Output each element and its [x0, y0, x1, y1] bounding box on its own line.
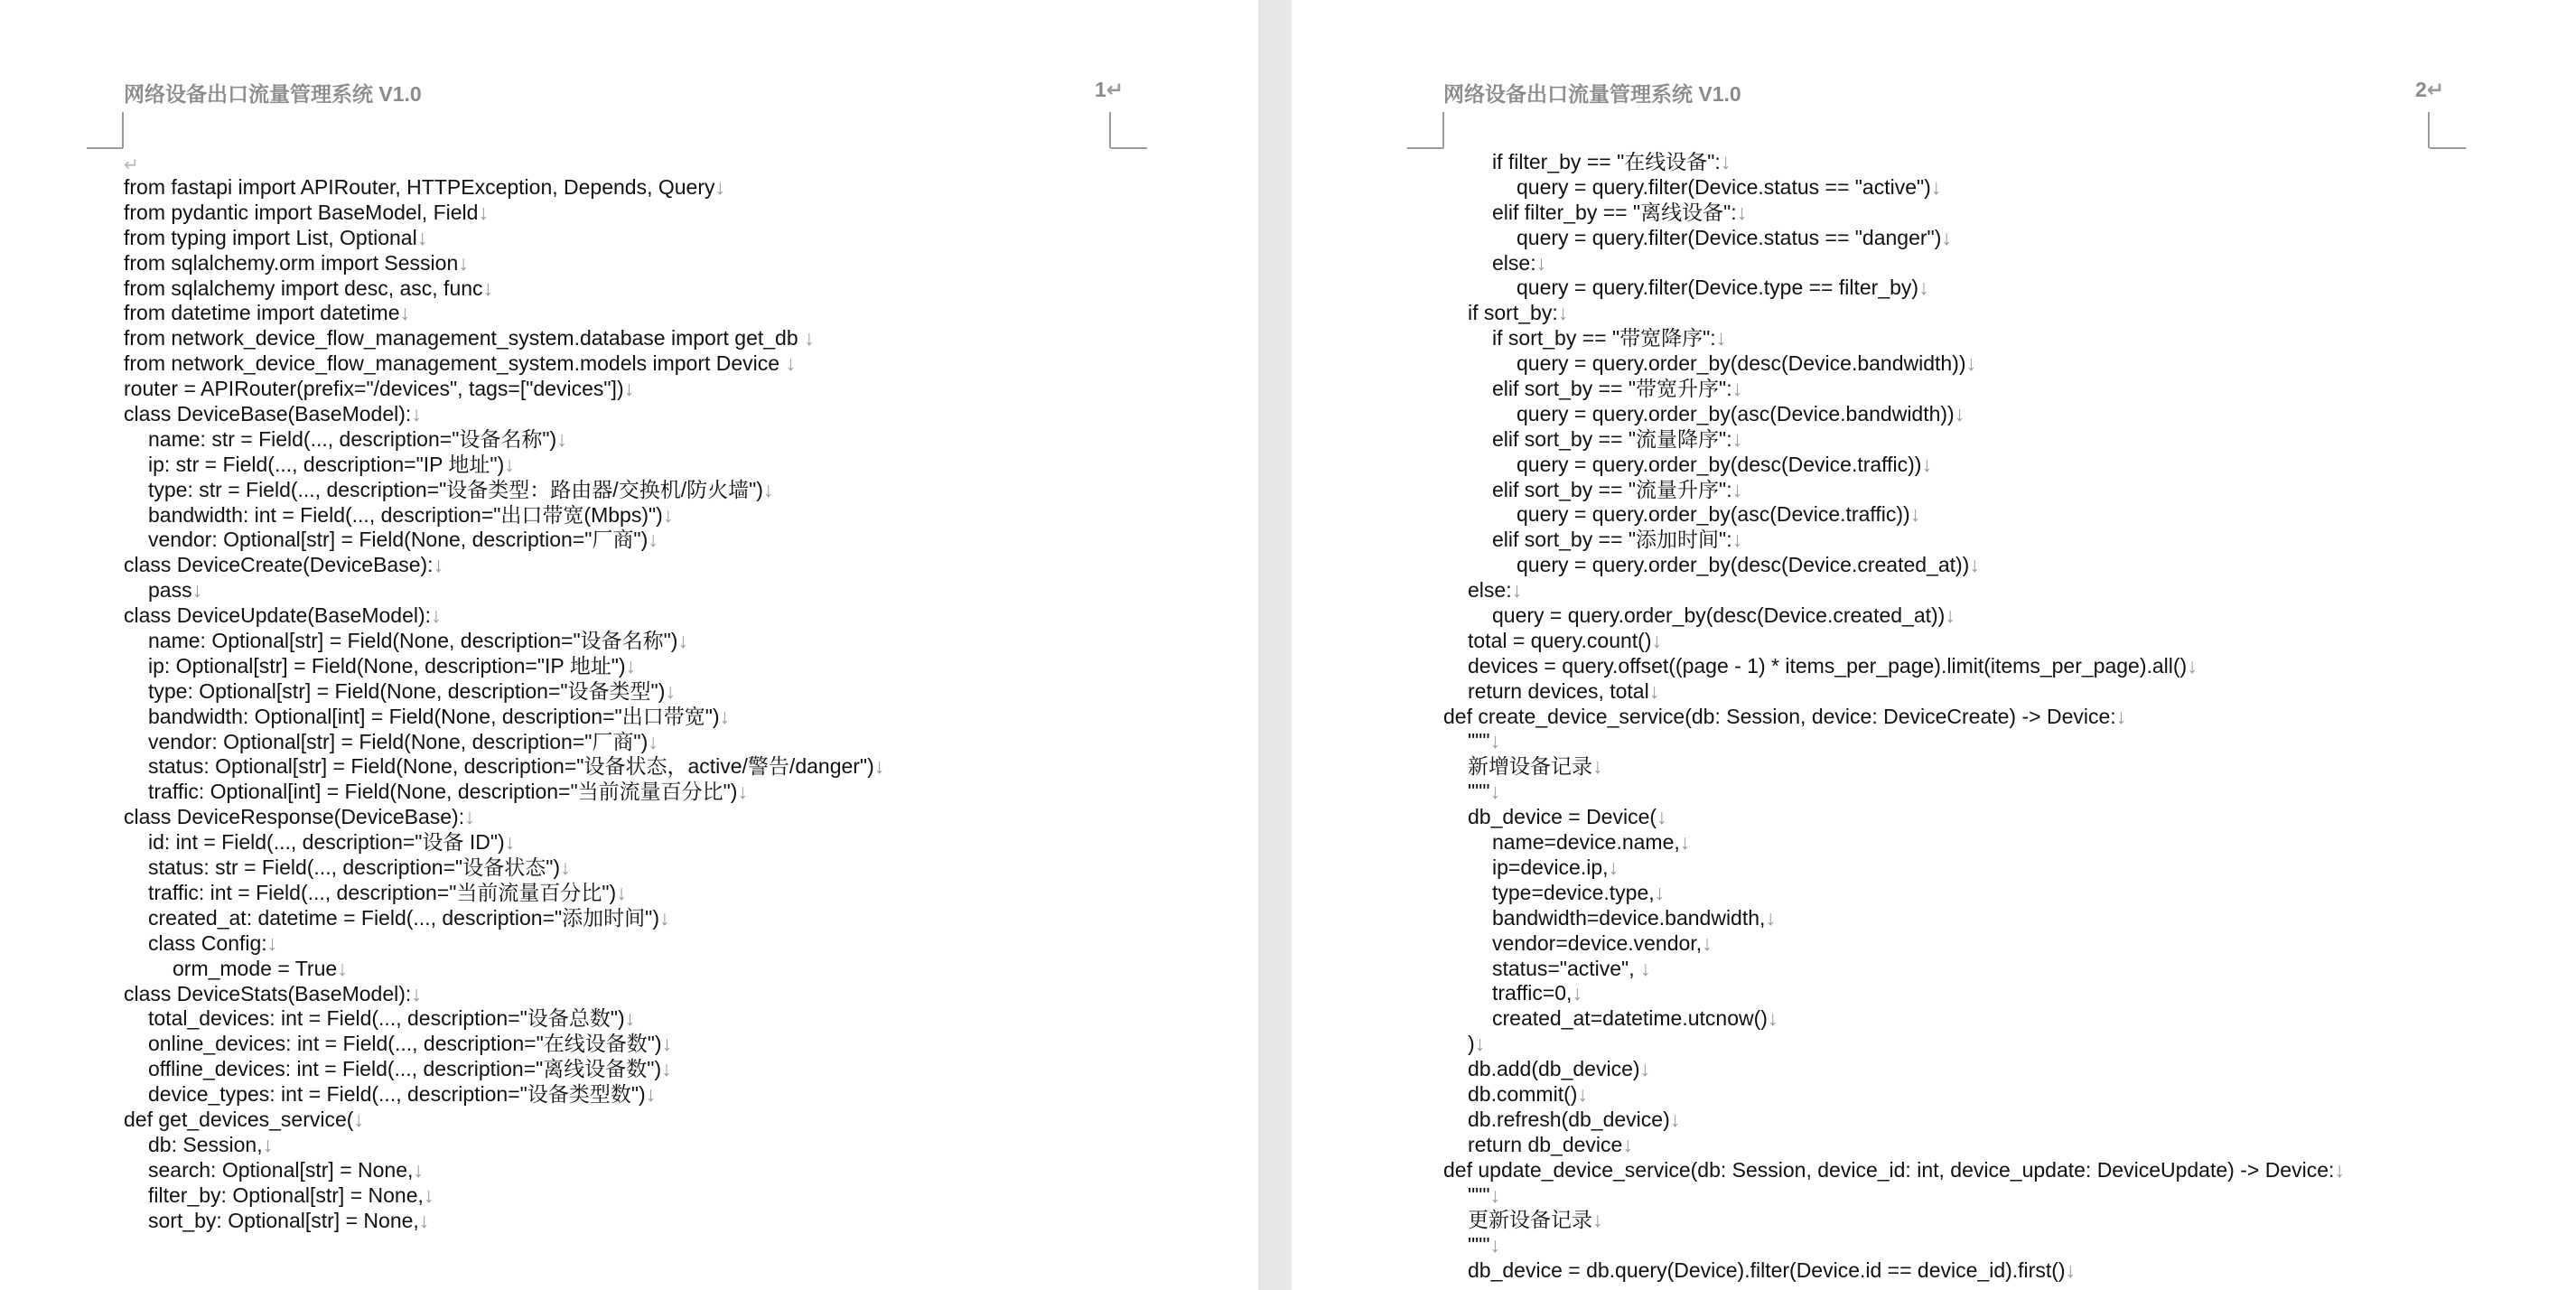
code-line-text: """	[1468, 780, 1490, 804]
code-line-text: db: Session,	[148, 1132, 263, 1156]
code-line	[1443, 427, 2345, 453]
line-break-mark-icon: ↓	[2065, 1258, 2077, 1283]
line-break-mark-icon: ↓	[661, 1032, 673, 1056]
line-break-mark-icon: ↓	[1648, 678, 1660, 703]
line-break-mark-icon: ↓	[1489, 780, 1500, 804]
line-break-mark-icon: ↓	[804, 326, 815, 351]
code-line	[1443, 705, 2345, 730]
line-break-mark-icon: ↓	[1608, 855, 1619, 879]
code-line-text: traffic: int = Field(..., description="当前流量百分比")	[148, 880, 617, 904]
line-break-mark-icon: ↓	[1535, 250, 1547, 275]
line-break-mark-icon: ↓	[458, 250, 469, 275]
code-line	[1443, 478, 2345, 503]
code-line	[1443, 150, 2345, 175]
code-line-text: vendor=device.vendor,	[1492, 930, 1703, 955]
page-number-value: 1	[1095, 78, 1106, 101]
code-line	[1443, 553, 2345, 578]
code-line-text: query = query.filter(Device.status == "active")	[1517, 174, 1931, 199]
code-line-text: elif filter_by == "离线设备":	[1492, 200, 1737, 224]
code-block-page-2	[1443, 150, 2345, 1284]
code-line	[124, 603, 884, 629]
line-break-mark-icon: ↓	[1918, 276, 1929, 300]
crop-mark-top-left	[122, 112, 124, 148]
code-line	[1443, 578, 2345, 603]
code-line-text: from pydantic import BaseModel, Field	[124, 200, 479, 224]
code-line	[1443, 629, 2345, 654]
code-line	[124, 226, 884, 251]
line-break-mark-icon: ↓	[1474, 1032, 1486, 1056]
code-line-text: db_device = Device(	[1468, 805, 1657, 829]
code-line	[124, 351, 884, 377]
code-line-text: if sort_by:	[1468, 301, 1558, 325]
crop-mark-top-left	[1407, 147, 1443, 149]
code-line-text: query = query.order_by(asc(Device.traffic))	[1517, 502, 1910, 527]
code-line	[1443, 603, 2345, 629]
document-page-1	[0, 0, 1258, 1290]
code-line-text: query = query.order_by(desc(Device.traffic))	[1517, 452, 1922, 476]
line-break-mark-icon: ↓	[399, 301, 411, 325]
code-line-text: from typing import List, Optional	[124, 225, 417, 249]
code-line-text: type=device.type,	[1492, 880, 1655, 904]
code-line	[124, 1006, 884, 1032]
crop-mark-top-right	[1109, 112, 1111, 148]
code-line	[1443, 1006, 2345, 1032]
code-line-text: query = query.order_by(asc(Device.bandwidth))	[1517, 401, 1955, 425]
code-line-text: from network_device_flow_management_system.database import get_db	[124, 326, 805, 351]
line-break-mark-icon: ↓	[1572, 981, 1582, 1005]
code-line	[1443, 1183, 2345, 1209]
line-break-mark-icon: ↓	[560, 855, 571, 880]
line-break-mark-icon: ↓	[1592, 1208, 1603, 1232]
code-line-text: class Config:	[148, 930, 267, 955]
crop-mark-top-right	[2430, 147, 2466, 149]
code-line	[1443, 351, 2345, 377]
code-line-text: if sort_by == "带宽降序":	[1492, 326, 1716, 351]
code-line-text: class DeviceStats(BaseModel):	[124, 981, 412, 1005]
code-line	[1443, 453, 2345, 478]
code-line	[124, 402, 884, 427]
line-break-mark-icon: ↓	[1969, 553, 1980, 577]
code-line-text: query = query.filter(Device.status == "danger")	[1517, 225, 1942, 249]
code-line	[1443, 830, 2345, 855]
line-break-mark-icon: ↓	[1640, 956, 1651, 980]
line-break-mark-icon: ↓	[423, 1182, 434, 1207]
code-line-text: online_devices: int = Field(..., description="在线设备数")	[148, 1032, 662, 1056]
line-break-mark-icon: ↓	[1731, 477, 1743, 501]
code-line	[124, 1158, 884, 1183]
code-line-text: """	[1468, 729, 1490, 753]
code-line-text: from sqlalchemy.orm import Session	[124, 250, 459, 275]
line-break-mark-icon: ↓	[737, 780, 748, 804]
code-line	[124, 503, 884, 528]
code-line	[1443, 780, 2345, 805]
line-break-mark-icon: ↓	[1592, 754, 1603, 779]
line-break-mark-icon: ↓	[1639, 1057, 1651, 1081]
line-break-mark-icon: ↓	[418, 1208, 430, 1232]
code-line-text: elif sort_by == "流量升序":	[1492, 477, 1732, 501]
code-line-text: total_devices: int = Field(..., description="设备总数")	[148, 1006, 625, 1031]
code-line	[1443, 855, 2345, 881]
code-line-text: def update_device_service(db: Session, device_id: int, device_update: DeviceUpdate) -> Device:	[1443, 1157, 2335, 1182]
code-line	[1443, 679, 2345, 705]
code-line	[1443, 1032, 2345, 1057]
code-line	[124, 982, 884, 1007]
line-break-mark-icon: ↓	[1921, 452, 1932, 476]
code-line	[1443, 754, 2345, 780]
code-line-text: vendor: Optional[str] = Field(None, description="厂商")	[148, 729, 649, 753]
code-line	[1443, 981, 2345, 1006]
code-line	[124, 453, 884, 478]
code-line-text: class DeviceUpdate(BaseModel):	[124, 603, 432, 628]
line-break-mark-icon: ↓	[464, 805, 475, 829]
line-break-mark-icon: ↓	[616, 880, 627, 904]
line-break-mark-icon: ↓	[785, 351, 796, 376]
code-line-text: def create_device_service(db: Session, device: DeviceCreate) -> Device:	[1443, 704, 2116, 728]
code-line	[1443, 729, 2345, 754]
line-break-mark-icon: ↓	[1489, 729, 1500, 753]
code-line	[1443, 906, 2345, 931]
line-break-mark-icon: ↓	[504, 830, 516, 855]
line-break-mark-icon: ↓	[2187, 653, 2198, 678]
code-line	[124, 251, 884, 276]
line-break-mark-icon: ↓	[1715, 326, 1727, 351]
code-line-text: elif sort_by == "带宽升序":	[1492, 377, 1732, 401]
code-line	[1443, 957, 2345, 982]
code-line-text: query = query.filter(Device.type == filter_by)	[1517, 276, 1919, 300]
code-line	[124, 1082, 884, 1108]
line-break-mark-icon: ↓	[266, 930, 278, 955]
empty-paragraph-mark-icon: ↵	[124, 155, 139, 175]
crop-mark-top-left	[1442, 112, 1444, 148]
code-line-text: router = APIRouter(prefix="/devices", tags=["devices"])	[124, 377, 624, 401]
line-break-mark-icon: ↓	[1489, 1182, 1500, 1207]
code-line	[1443, 201, 2345, 226]
code-line	[124, 906, 884, 931]
code-line-text: return devices, total	[1468, 678, 1649, 703]
line-break-mark-icon: ↓	[1651, 628, 1662, 652]
line-break-mark-icon: ↓	[1909, 502, 1921, 527]
code-line	[124, 553, 884, 578]
line-break-mark-icon: ↓	[416, 225, 428, 249]
line-break-mark-icon: ↓	[1767, 1006, 1778, 1031]
line-break-mark-icon: ↓	[1941, 225, 1952, 249]
page-number-value: 2	[2415, 78, 2427, 101]
code-line	[124, 377, 884, 402]
code-line-text: status="active",	[1492, 956, 1640, 980]
crop-mark-top-left	[87, 147, 123, 149]
code-line-text: db.commit()	[1468, 1081, 1578, 1106]
code-line	[124, 679, 884, 705]
code-line	[124, 1209, 884, 1234]
code-line	[124, 830, 884, 855]
code-line	[1443, 1082, 2345, 1108]
code-line	[124, 578, 884, 603]
code-line-text: """	[1468, 1182, 1490, 1207]
code-line	[1443, 502, 2345, 528]
code-line	[124, 175, 884, 201]
code-line	[124, 528, 884, 553]
line-break-mark-icon: ↓	[1669, 1107, 1681, 1131]
code-line-text: else:	[1468, 578, 1512, 603]
line-break-mark-icon: ↓	[1657, 805, 1667, 829]
line-break-mark-icon: ↓	[1511, 578, 1523, 603]
code-line-text: traffic: Optional[int] = Field(None, description="当前流量百分比")	[148, 780, 738, 804]
code-line-text: name: Optional[str] = Field(None, description="设备名称")	[148, 629, 678, 653]
code-line-text: traffic=0,	[1492, 981, 1573, 1005]
line-break-mark-icon: ↓	[714, 175, 726, 199]
line-break-mark-icon: ↓	[478, 200, 489, 224]
line-break-mark-icon: ↓	[1965, 351, 1977, 376]
line-break-mark-icon: ↓	[762, 477, 774, 501]
line-break-mark-icon: ↓	[191, 578, 203, 603]
code-line	[1443, 326, 2345, 351]
code-line-text: """	[1468, 1233, 1490, 1257]
code-line-text: pass	[148, 578, 192, 603]
code-line	[1443, 377, 2345, 402]
code-line	[124, 705, 884, 730]
line-break-mark-icon: ↓	[2115, 704, 2127, 728]
line-break-mark-icon: ↓	[262, 1132, 274, 1156]
code-line-text: type: Optional[str] = Field(None, description="设备类型")	[148, 678, 666, 703]
code-line	[124, 805, 884, 830]
code-line	[1443, 175, 2345, 201]
document-page-2	[1292, 0, 2576, 1290]
line-break-mark-icon: ↓	[1720, 150, 1731, 173]
line-break-mark-icon: ↓	[2334, 1157, 2345, 1182]
code-line-text: type: str = Field(..., description="设备类型：路由器/交换机/防火墙")	[148, 477, 763, 501]
code-line	[124, 326, 884, 351]
code-line-text: ip: str = Field(..., description="IP 地址")	[148, 452, 505, 476]
line-break-mark-icon: ↓	[648, 729, 658, 753]
line-break-mark-icon: ↓	[411, 402, 422, 426]
line-break-mark-icon: ↓	[1731, 426, 1743, 451]
code-line	[124, 478, 884, 503]
code-line	[1443, 276, 2345, 301]
line-break-mark-icon: ↓	[1702, 930, 1713, 955]
code-line-text: from fastapi import APIRouter, HTTPException, Depends, Query	[124, 175, 715, 199]
code-line-text: db.add(db_device)	[1468, 1057, 1640, 1081]
code-line-text: offline_devices: int = Field(..., description="离线设备数")	[148, 1057, 662, 1081]
code-line-text: bandwidth: int = Field(..., description="出口带宽(Mbps)")	[148, 502, 663, 527]
code-block-page-1	[124, 175, 884, 1233]
code-line-text: elif sort_by == "添加时间":	[1492, 528, 1732, 552]
line-break-mark-icon: ↓	[1945, 603, 1955, 628]
code-line-text: db.refresh(db_device)	[1468, 1107, 1670, 1131]
line-break-mark-icon: ↓	[1731, 377, 1743, 401]
code-line-text: if filter_by == "在线设备":	[1492, 150, 1721, 173]
code-line	[1443, 528, 2345, 553]
code-line	[1443, 1057, 2345, 1082]
page-number	[2415, 78, 2444, 102]
code-line	[124, 1032, 884, 1057]
code-line	[1443, 1158, 2345, 1183]
line-break-mark-icon: ↓	[625, 653, 637, 678]
code-line-text: return db_device	[1468, 1132, 1623, 1156]
code-line	[124, 654, 884, 679]
code-line-text: class DeviceResponse(DeviceBase):	[124, 805, 465, 829]
code-line	[124, 201, 884, 226]
code-line	[1443, 301, 2345, 326]
code-line	[124, 931, 884, 957]
code-line	[124, 427, 884, 453]
code-line-text: ip: Optional[str] = Field(None, description="IP 地址")	[148, 653, 626, 678]
code-line	[124, 1183, 884, 1209]
line-break-mark-icon: ↓	[353, 1107, 364, 1131]
code-line	[1443, 251, 2345, 276]
line-break-mark-icon: ↓	[433, 553, 444, 577]
code-line-text: devices = query.offset((page - 1) * items_per_page).limit(items_per_page).all()	[1468, 653, 2188, 678]
code-line-text: 更新设备记录	[1468, 1208, 1592, 1232]
code-line	[124, 1108, 884, 1133]
code-line-text: 新增设备记录	[1468, 754, 1592, 779]
line-break-mark-icon: ↓	[411, 981, 422, 1005]
code-line	[1443, 1258, 2345, 1284]
code-line	[124, 301, 884, 326]
code-line-text: total = query.count()	[1468, 628, 1652, 652]
code-line	[124, 1133, 884, 1158]
code-line	[1443, 1108, 2345, 1133]
line-break-mark-icon: ↓	[624, 1006, 636, 1031]
code-line	[124, 855, 884, 881]
line-break-mark-icon: ↓	[504, 452, 515, 476]
line-break-mark-icon: ↓	[1679, 830, 1691, 855]
line-break-mark-icon: ↓	[1930, 174, 1942, 199]
code-line-text: search: Optional[str] = None,	[148, 1157, 414, 1182]
code-line	[1443, 1208, 2345, 1233]
code-line-text: name: str = Field(..., description="设备名称")	[148, 426, 557, 451]
code-line-text: )	[1468, 1032, 1475, 1056]
code-line-text: id: int = Field(..., description="设备 ID")	[148, 830, 505, 855]
code-line-text: vendor: Optional[str] = Field(None, description="厂商")	[148, 528, 649, 552]
line-break-mark-icon: ↓	[1731, 528, 1743, 552]
code-line-text: class DeviceBase(BaseModel):	[124, 402, 412, 426]
code-line-text: ip=device.ip,	[1492, 855, 1609, 879]
code-line	[124, 730, 884, 755]
line-break-mark-icon: ↓	[1489, 1233, 1500, 1257]
code-line-text: created_at: datetime = Field(..., description="添加时间")	[148, 905, 660, 930]
crop-mark-top-right	[2428, 112, 2430, 148]
code-line	[1443, 654, 2345, 679]
code-line	[124, 629, 884, 654]
line-break-mark-icon: ↓	[659, 905, 670, 930]
page-header-title: 网络设备出口流量管理系统 V1.0	[1443, 82, 1741, 106]
line-break-mark-icon: ↓	[648, 528, 658, 552]
code-line-text: orm_mode = True	[173, 956, 338, 980]
code-line-text: else:	[1492, 250, 1536, 275]
code-line-text: query = query.order_by(desc(Device.bandwidth))	[1517, 351, 1966, 376]
line-break-mark-icon: ↓	[337, 956, 348, 980]
code-line-text: device_types: int = Field(..., description="设备类型数")	[148, 1082, 646, 1107]
line-break-mark-icon: ↓	[1557, 301, 1569, 325]
code-line-text: from network_device_flow_management_system.models import Device	[124, 351, 786, 376]
code-line	[1443, 1133, 2345, 1158]
code-line-text: bandwidth=device.bandwidth,	[1492, 905, 1766, 930]
code-line	[124, 780, 884, 805]
code-line	[124, 276, 884, 302]
code-line-text: def get_devices_service(	[124, 1107, 354, 1131]
line-break-mark-icon: ↓	[1765, 905, 1776, 930]
line-break-mark-icon: ↓	[623, 377, 635, 401]
code-line	[1443, 402, 2345, 427]
line-break-mark-icon: ↓	[1622, 1132, 1633, 1156]
line-break-mark-icon: ↓	[873, 754, 885, 779]
line-break-mark-icon: ↓	[719, 704, 731, 728]
code-line-text: query = query.order_by(desc(Device.created_at))	[1517, 553, 1970, 577]
line-break-mark-icon: ↓	[413, 1157, 424, 1182]
code-line	[124, 754, 884, 780]
line-break-mark-icon: ↓	[1654, 880, 1666, 904]
line-break-mark-icon: ↓	[431, 603, 442, 628]
code-line	[1443, 931, 2345, 957]
line-break-mark-icon: ↓	[1736, 200, 1748, 224]
code-line-text: class DeviceCreate(DeviceBase):	[124, 553, 434, 577]
paragraph-mark-icon: ↵	[1106, 78, 1125, 101]
code-line	[124, 881, 884, 906]
line-break-mark-icon: ↓	[662, 502, 674, 527]
code-line-text: query = query.order_by(desc(Device.created_at))	[1492, 603, 1946, 628]
code-line-text: db_device = db.query(Device).filter(Device.id == device_id).first()	[1468, 1258, 2066, 1283]
code-line	[124, 957, 884, 982]
page-header-title: 网络设备出口流量管理系统 V1.0	[124, 82, 422, 106]
code-line	[1443, 226, 2345, 251]
code-line	[1443, 881, 2345, 906]
line-break-mark-icon: ↓	[482, 276, 494, 300]
line-break-mark-icon: ↓	[1954, 401, 1965, 425]
code-line-text: status: Optional[str] = Field(None, description="设备状态，active/警告/danger")	[148, 754, 874, 779]
line-break-mark-icon: ↓	[677, 629, 688, 653]
code-line-text: name=device.name,	[1492, 830, 1680, 855]
code-line-text: filter_by: Optional[str] = None,	[148, 1182, 424, 1207]
line-break-mark-icon: ↓	[556, 426, 567, 451]
code-line-text: created_at=datetime.utcnow()	[1492, 1006, 1768, 1031]
line-break-mark-icon: ↓	[661, 1057, 672, 1081]
line-break-mark-icon: ↓	[645, 1082, 657, 1107]
page-number	[1095, 78, 1124, 102]
code-line-text: bandwidth: Optional[int] = Field(None, description="出口带宽")	[148, 704, 720, 728]
line-break-mark-icon: ↓	[665, 678, 676, 703]
code-line	[124, 1057, 884, 1082]
code-line-text: sort_by: Optional[str] = None,	[148, 1208, 419, 1232]
code-line-text: from sqlalchemy import desc, asc, func	[124, 276, 483, 300]
paragraph-mark-icon: ↵	[2426, 78, 2445, 101]
line-break-mark-icon: ↓	[1577, 1081, 1588, 1106]
code-line	[1443, 805, 2345, 830]
code-line-text: elif sort_by == "流量降序":	[1492, 426, 1732, 451]
code-line-text: status: str = Field(..., description="设备状态")	[148, 855, 561, 880]
crop-mark-top-right	[1111, 147, 1147, 149]
code-line	[1443, 1233, 2345, 1258]
code-line-text: from datetime import datetime	[124, 301, 400, 325]
